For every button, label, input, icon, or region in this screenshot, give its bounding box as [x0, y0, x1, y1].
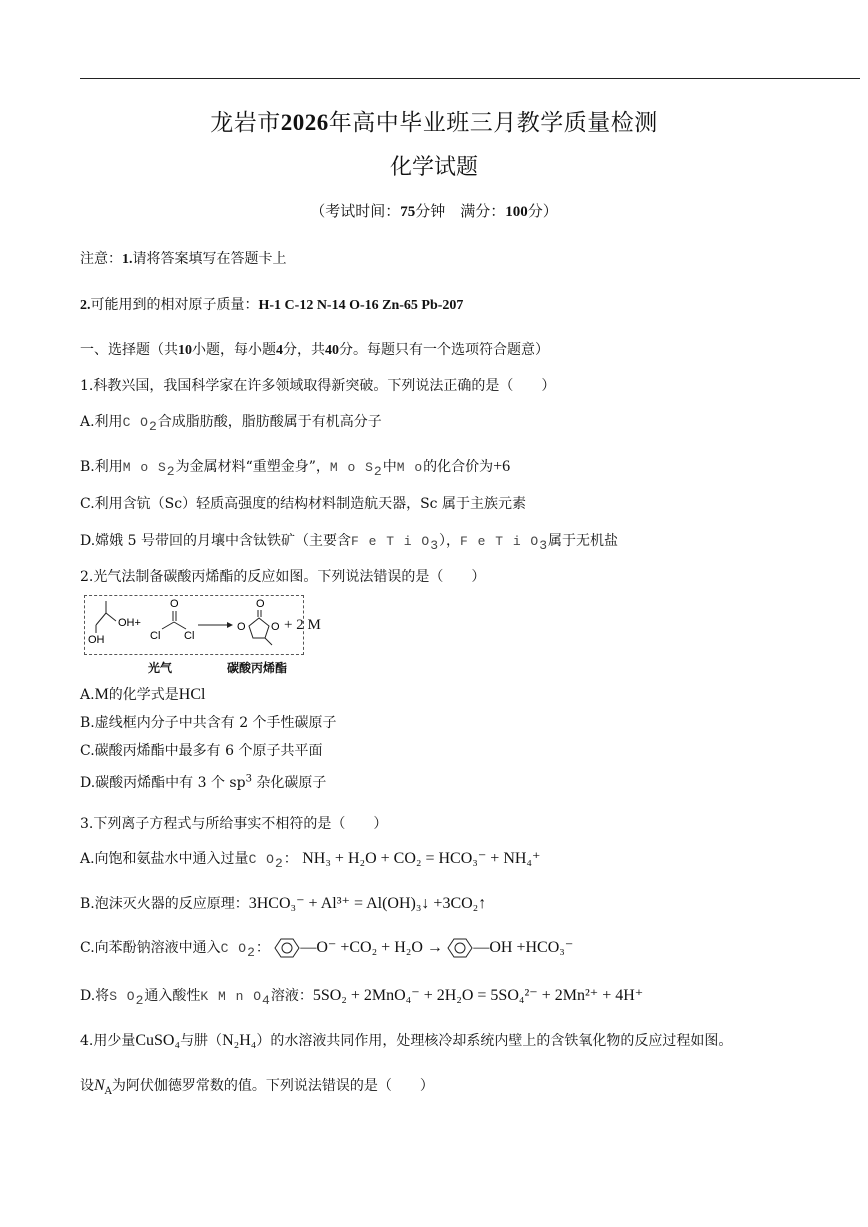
- q2-option-d: D.碳酸丙烯酯中有 3 个 $sp^3$ 杂化碳原子: [80, 773, 327, 791]
- note-1: 注意：1.请将答案填写在答题卡上: [80, 251, 287, 267]
- benzene-ring-icon: [274, 937, 300, 959]
- mol-o-1: O: [170, 598, 179, 610]
- mol-o-3: O: [237, 621, 246, 633]
- subject-title: 化学试题: [389, 155, 478, 180]
- q2-option-a: A.M的化学式是HCl: [80, 686, 206, 703]
- header-rule: [80, 78, 860, 79]
- mol-cl-2: Cl: [184, 630, 195, 642]
- q1-option-d: D.嫦娥 5 号带回的月壤中含钛铁矿（主要含F e T i $O_3$），F e T i $O_3$属于无机盐: [80, 533, 619, 553]
- q3-option-a: A.向饱和氨盐水中通入过量C $O_2$： NH₃ + H₂O + CO₂ = HCO₃⁻ + NH₄⁺: [80, 850, 541, 871]
- reaction-scheme: [84, 595, 284, 655]
- q2-stem: 2.光气法制备碳酸丙烯酯的反应如图。下列说法错误的是（ ）: [80, 569, 486, 585]
- q4-stem-line-2: 设$N_A$为阿伏伽德罗常数的值。下列说法错误的是（ ）: [80, 1077, 434, 1097]
- mol-oh-1: OH+: [118, 617, 141, 629]
- section-heading: 一、选择题（共10小题，每小题4分，共40分。每题只有一个选项符合题意）: [80, 342, 549, 358]
- q4-stem-line-1: 4.用少量CuSO₄与肼（N₂H₄）的水溶液共同作用，处理核冷却系统内壁上的含铁氧化物的反应过程如图。: [80, 1032, 733, 1049]
- q1-option-a: A.利用C $O_2$合成脂肪酸，脂肪酸属于有机高分子: [80, 414, 382, 434]
- q2-option-b: B.虚线框内分子中共含有 2 个手性碳原子: [80, 715, 337, 731]
- mol-o-2: O: [256, 598, 265, 610]
- q3-stem: 3.下列离子方程式与所给事实不相符的是（ ）: [80, 816, 388, 832]
- q3-option-d: D.将S $O_2$通入酸性K M n $O_4$溶液：5SO₂ + 2MnO₄⁻ + 2H₂O = 5SO₄²⁻ + 2Mn²⁺ + 4H⁺: [80, 987, 644, 1008]
- mol-oh-2: OH: [88, 634, 105, 646]
- q1-option-b: B.利用M o $S_2$为金属材料“重塑金身”，M o $S_2$中M o的化合价为+6: [80, 458, 511, 479]
- mol-cl-1: Cl: [150, 630, 161, 642]
- label-propylene-carbonate: 碳酸丙烯酯: [227, 661, 288, 675]
- exam-info: （考试时间：75分钟 满分：100分）: [310, 202, 558, 220]
- note-2: 2.可能用到的相对原子质量：H-1 C-12 N-14 O-16 Zn-65 Pb-207: [80, 297, 464, 313]
- exam-title: 龙岩市2026年高中毕业班三月教学质量检测: [210, 110, 658, 136]
- label-phosgene: 光气: [148, 661, 173, 675]
- q1-option-c: C.利用含钪（Sc）轻质高强度的结构材料制造航天器，Sc 属于主族元素: [80, 496, 526, 512]
- q1-stem: 1.科教兴国，我国科学家在许多领域取得新突破。下列说法正确的是（ ）: [80, 378, 556, 394]
- benzene-ring-icon: [447, 937, 473, 959]
- reaction-byproduct: + 2 M: [284, 617, 321, 633]
- q2-option-c: C.碳酸丙烯酯中最多有 6 个原子共平面: [80, 743, 323, 759]
- q3-option-c: C.向苯酚钠溶液中通入C $O_2$： —O⁻ +CO₂ + H₂O → —OH +HCO₃⁻: [80, 939, 574, 960]
- mol-o-4: O: [271, 621, 280, 633]
- q3-option-b: B.泡沫灭火器的反应原理：3HCO₃⁻ + Al³⁺ = Al(OH)₃↓ +3CO₂↑: [80, 895, 487, 912]
